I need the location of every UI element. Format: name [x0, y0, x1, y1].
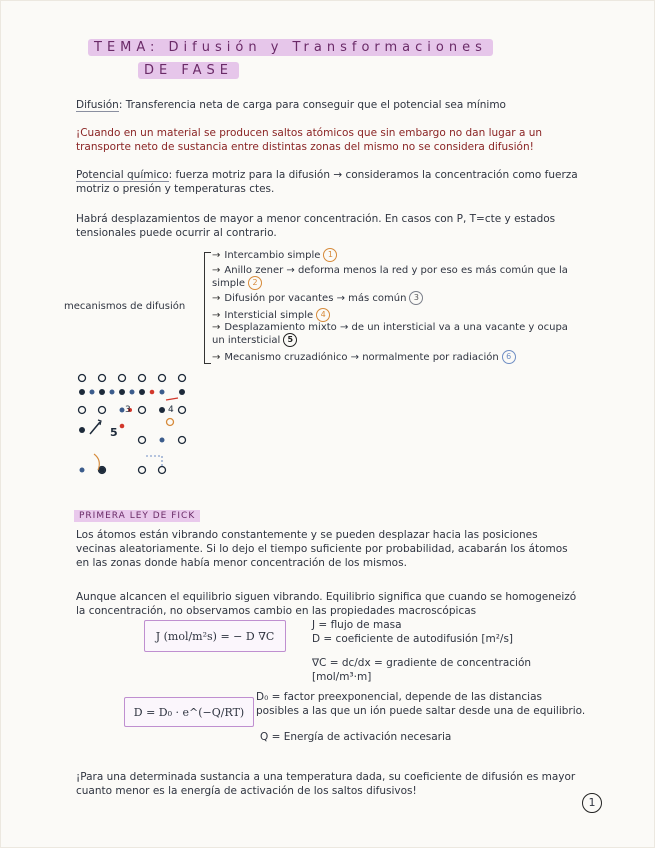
mechanism-item: → Difusión por vacantes → más común 3 [212, 291, 423, 305]
fick-paragraph-2: Aunque alcancen el equilibrio siguen vibrando. Equilibrio significa que cuando se homogeneizó la concentración, no observamos cambio en las propiedades macroscópicas [76, 591, 577, 617]
mechanism-item: → Intercambio simple 1 [212, 248, 337, 262]
fick-heading: PRIMERA LEY DE FICK [74, 511, 200, 521]
difusion-definition: Difusión: Transferencia neta de carga para conseguir que el potencial sea mínimo [76, 99, 506, 111]
diagram-label-5: 5 [110, 426, 118, 439]
final-note: ¡Para una determinada sustancia a una temperatura dada, su coeficiente de difusión es mayor cuanto menor es la energía de activación de los saltos difusivos! [76, 771, 576, 797]
page-title: TEMA: Difusión y Transformaciones [88, 40, 493, 55]
atom-lattice-diagram [70, 370, 220, 495]
potencial-quimico: Potencial químico: fuerza motriz para la difusión → consideramos la concentración como fuerza motriz o presión y temperaturas ctes. [76, 169, 578, 195]
def-gradient: ∇C = dc/dx = gradiente de concentración [mol/m³·m] [312, 657, 532, 683]
mechanism-item: → Desplazamiento mixto → de un intersticial va a una vacante y ocupa un intersticial 5 [212, 322, 568, 346]
def-activation-energy: Q = Energía de activación necesaria [260, 731, 452, 743]
fick-paragraph-1: Los átomos están vibrando constantemente y se pueden desplazar hacia las posiciones vecinas aleatoriamente. Si lo dejo el tiempo suficiente por probabilidad, acabarán los átomos en las zonas donde había menor concentración de los mismos. [76, 529, 568, 569]
diagram-label-4: 4 [168, 405, 174, 415]
diagram-label-3: 3 [125, 405, 131, 415]
mechanisms-bracket [204, 252, 211, 364]
mechanisms-label: mecanismos de difusión [64, 301, 186, 312]
mechanism-item: → Anillo zener → deforma menos la red y por eso es más común que la simple 2 [212, 265, 568, 289]
def-d0: D₀ = factor preexponencial, depende de las distancias posibles a las que un ión puede saltar desde una de equilibrio. [256, 691, 586, 717]
arrhenius-formula-box: D = D₀ · e^(−Q/RT) [124, 697, 254, 727]
mechanism-item: → Mecanismo cruzadiónico → normalmente por radiación 6 [212, 350, 516, 364]
page-title-line2: DE FASE [138, 63, 239, 78]
flow-note: Habrá desplazamientos de mayor a menor concentración. En casos con P, T=cte y estados tensionales puede ocurrir al contrario. [76, 213, 556, 239]
fick-formula-box: J (mol/m²s) = − D ∇C [144, 620, 286, 652]
mechanism-item: → Intersticial simple 4 [212, 308, 330, 322]
difusion-note: ¡Cuando en un material se producen saltos atómicos que sin embargo no dan lugar a un transporte neto de sustancia entre distintas zonas del mismo no se considera difusión! [76, 127, 543, 153]
page-number: 1 [582, 793, 602, 813]
def-diffusion-coeff: D = coeficiente de autodifusión [m²/s] [312, 633, 514, 645]
def-flux: J = flujo de masa [312, 619, 402, 631]
